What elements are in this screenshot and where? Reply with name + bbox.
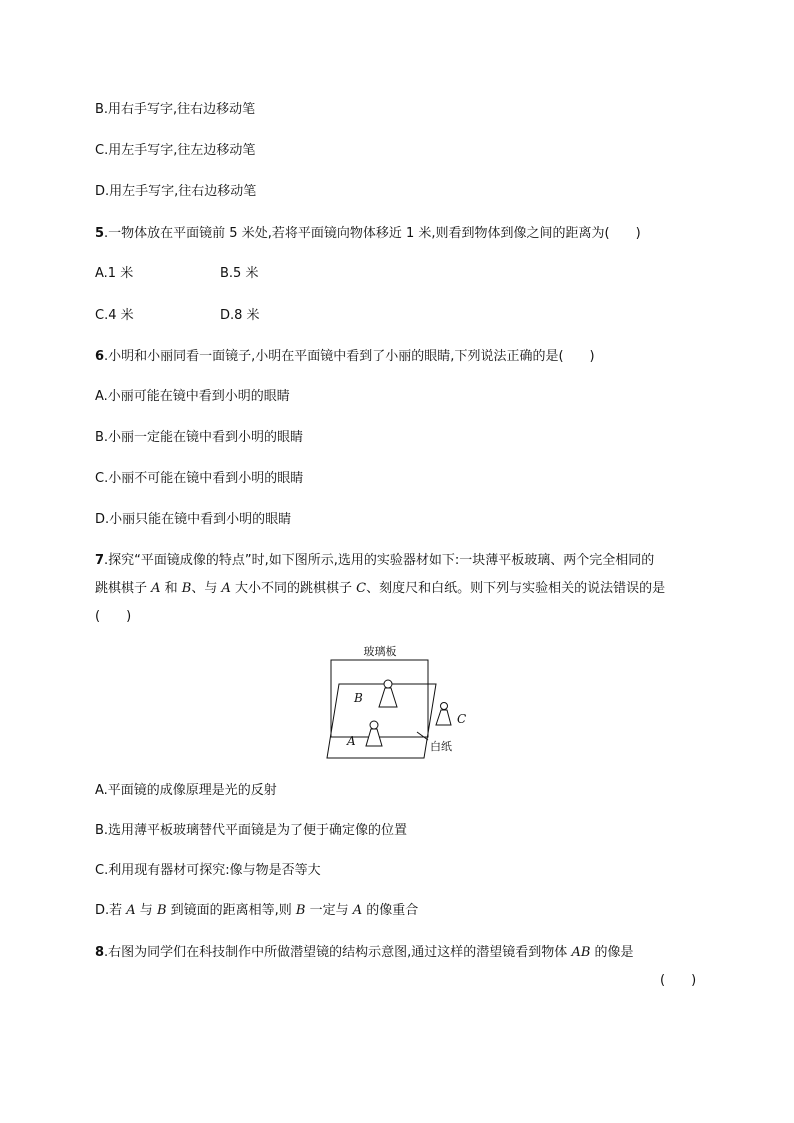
var-b: B xyxy=(181,581,192,596)
q5-option-c: C.4 米 xyxy=(95,308,134,323)
glass-plate-label: 玻璃板 xyxy=(363,645,397,658)
q4-option-d: D.用左手写字,往右边移动笔 xyxy=(95,184,257,199)
q8-text: .右图为同学们在科技制作中所做潜望镜的结构示意图,通过这样的潜望镜看到物体 xyxy=(104,945,572,960)
q7-stem-line2 xyxy=(95,580,665,598)
q8-answer-paren: ( ) xyxy=(660,973,697,988)
q6-option-a: A.小丽可能在镜中看到小明的眼睛 xyxy=(95,389,290,404)
var-b: B xyxy=(295,903,306,918)
q8-stem xyxy=(95,944,634,962)
q5-option-b: B.5 米 xyxy=(220,266,259,281)
var-a: A xyxy=(126,903,136,918)
q7-stem-line1 xyxy=(95,552,654,570)
label-c: C xyxy=(457,712,467,726)
q6-option-c: C.小丽不可能在镜中看到小明的眼睛 xyxy=(95,471,304,486)
q5-stem xyxy=(95,225,641,243)
var-c: C xyxy=(356,581,367,596)
q6-text: .小明和小丽同看一面镜子,小明在平面镜中看到了小丽的眼睛,下列说法正确的是( ) xyxy=(104,349,595,364)
experiment-figure xyxy=(322,640,482,760)
q7-text-line1: .探究“平面镜成像的特点”时,如下图所示,选用的实验器材如下:一块薄平板玻璃、两个完全相同的 xyxy=(104,553,655,568)
q7-text-part: 大小不同的跳棋棋子 xyxy=(230,581,357,596)
q5-text: .一物体放在平面镜前 5 米处,若将平面镜向物体移近 1 米,则看到物体到像之间的距离为( ) xyxy=(104,226,641,241)
q7-d-part: D.若 xyxy=(95,903,127,918)
q8-number: 8 xyxy=(95,945,105,960)
q7-stem-line3: ( ) xyxy=(95,609,132,624)
q5-option-a: A.1 米 xyxy=(95,266,134,281)
q6-option-b: B.小丽一定能在镜中看到小明的眼睛 xyxy=(95,430,304,445)
q6-option-d: D.小丽只能在镜中看到小明的眼睛 xyxy=(95,512,292,527)
q7-option-c: C.利用现有器材可探究:像与物是否等大 xyxy=(95,863,321,878)
q7-d-part: 到镜面的距离相等,则 xyxy=(166,903,296,918)
q6-number: 6 xyxy=(95,349,105,364)
var-a: A xyxy=(352,903,363,918)
q7-option-d xyxy=(95,902,418,920)
q7-number: 7 xyxy=(95,553,105,568)
q7-text-part: 、与 xyxy=(191,581,222,596)
chess-piece-a xyxy=(366,721,382,746)
var-ab: AB xyxy=(571,945,591,960)
q6-stem xyxy=(95,348,595,366)
q7-text-part: 跳棋棋子 xyxy=(95,581,152,596)
q8-text-end: 的像是 xyxy=(590,945,634,960)
q5-option-d: D.8 米 xyxy=(220,308,260,323)
label-a: A xyxy=(347,734,356,748)
q4-option-c: C.用左手写字,往左边移动笔 xyxy=(95,143,256,158)
q4-option-b: B.用右手写字,往右边移动笔 xyxy=(95,102,256,117)
var-a: A xyxy=(221,581,231,596)
q7-d-part: 一定与 xyxy=(305,903,353,918)
label-b: B xyxy=(354,691,363,705)
q7-d-part: 与 xyxy=(135,903,157,918)
q7-option-b: B.选用薄平板玻璃替代平面镜是为了便于确定像的位置 xyxy=(95,823,408,838)
q7-text-part: 和 xyxy=(160,581,182,596)
paper-pointer-line xyxy=(417,732,428,740)
q5-number: 5 xyxy=(95,226,105,241)
var-a: A xyxy=(151,581,161,596)
q7-text-part: 、刻度尺和白纸。则下列与实验相关的说法错误的是 xyxy=(366,581,666,596)
q7-option-a: A.平面镜的成像原理是光的反射 xyxy=(95,783,277,798)
paper-label: 白纸 xyxy=(430,740,452,753)
var-b: B xyxy=(156,903,167,918)
glass-plate xyxy=(331,660,428,737)
q7-d-part: 的像重合 xyxy=(362,903,419,918)
chess-piece-c xyxy=(436,703,451,726)
white-paper xyxy=(327,684,436,758)
